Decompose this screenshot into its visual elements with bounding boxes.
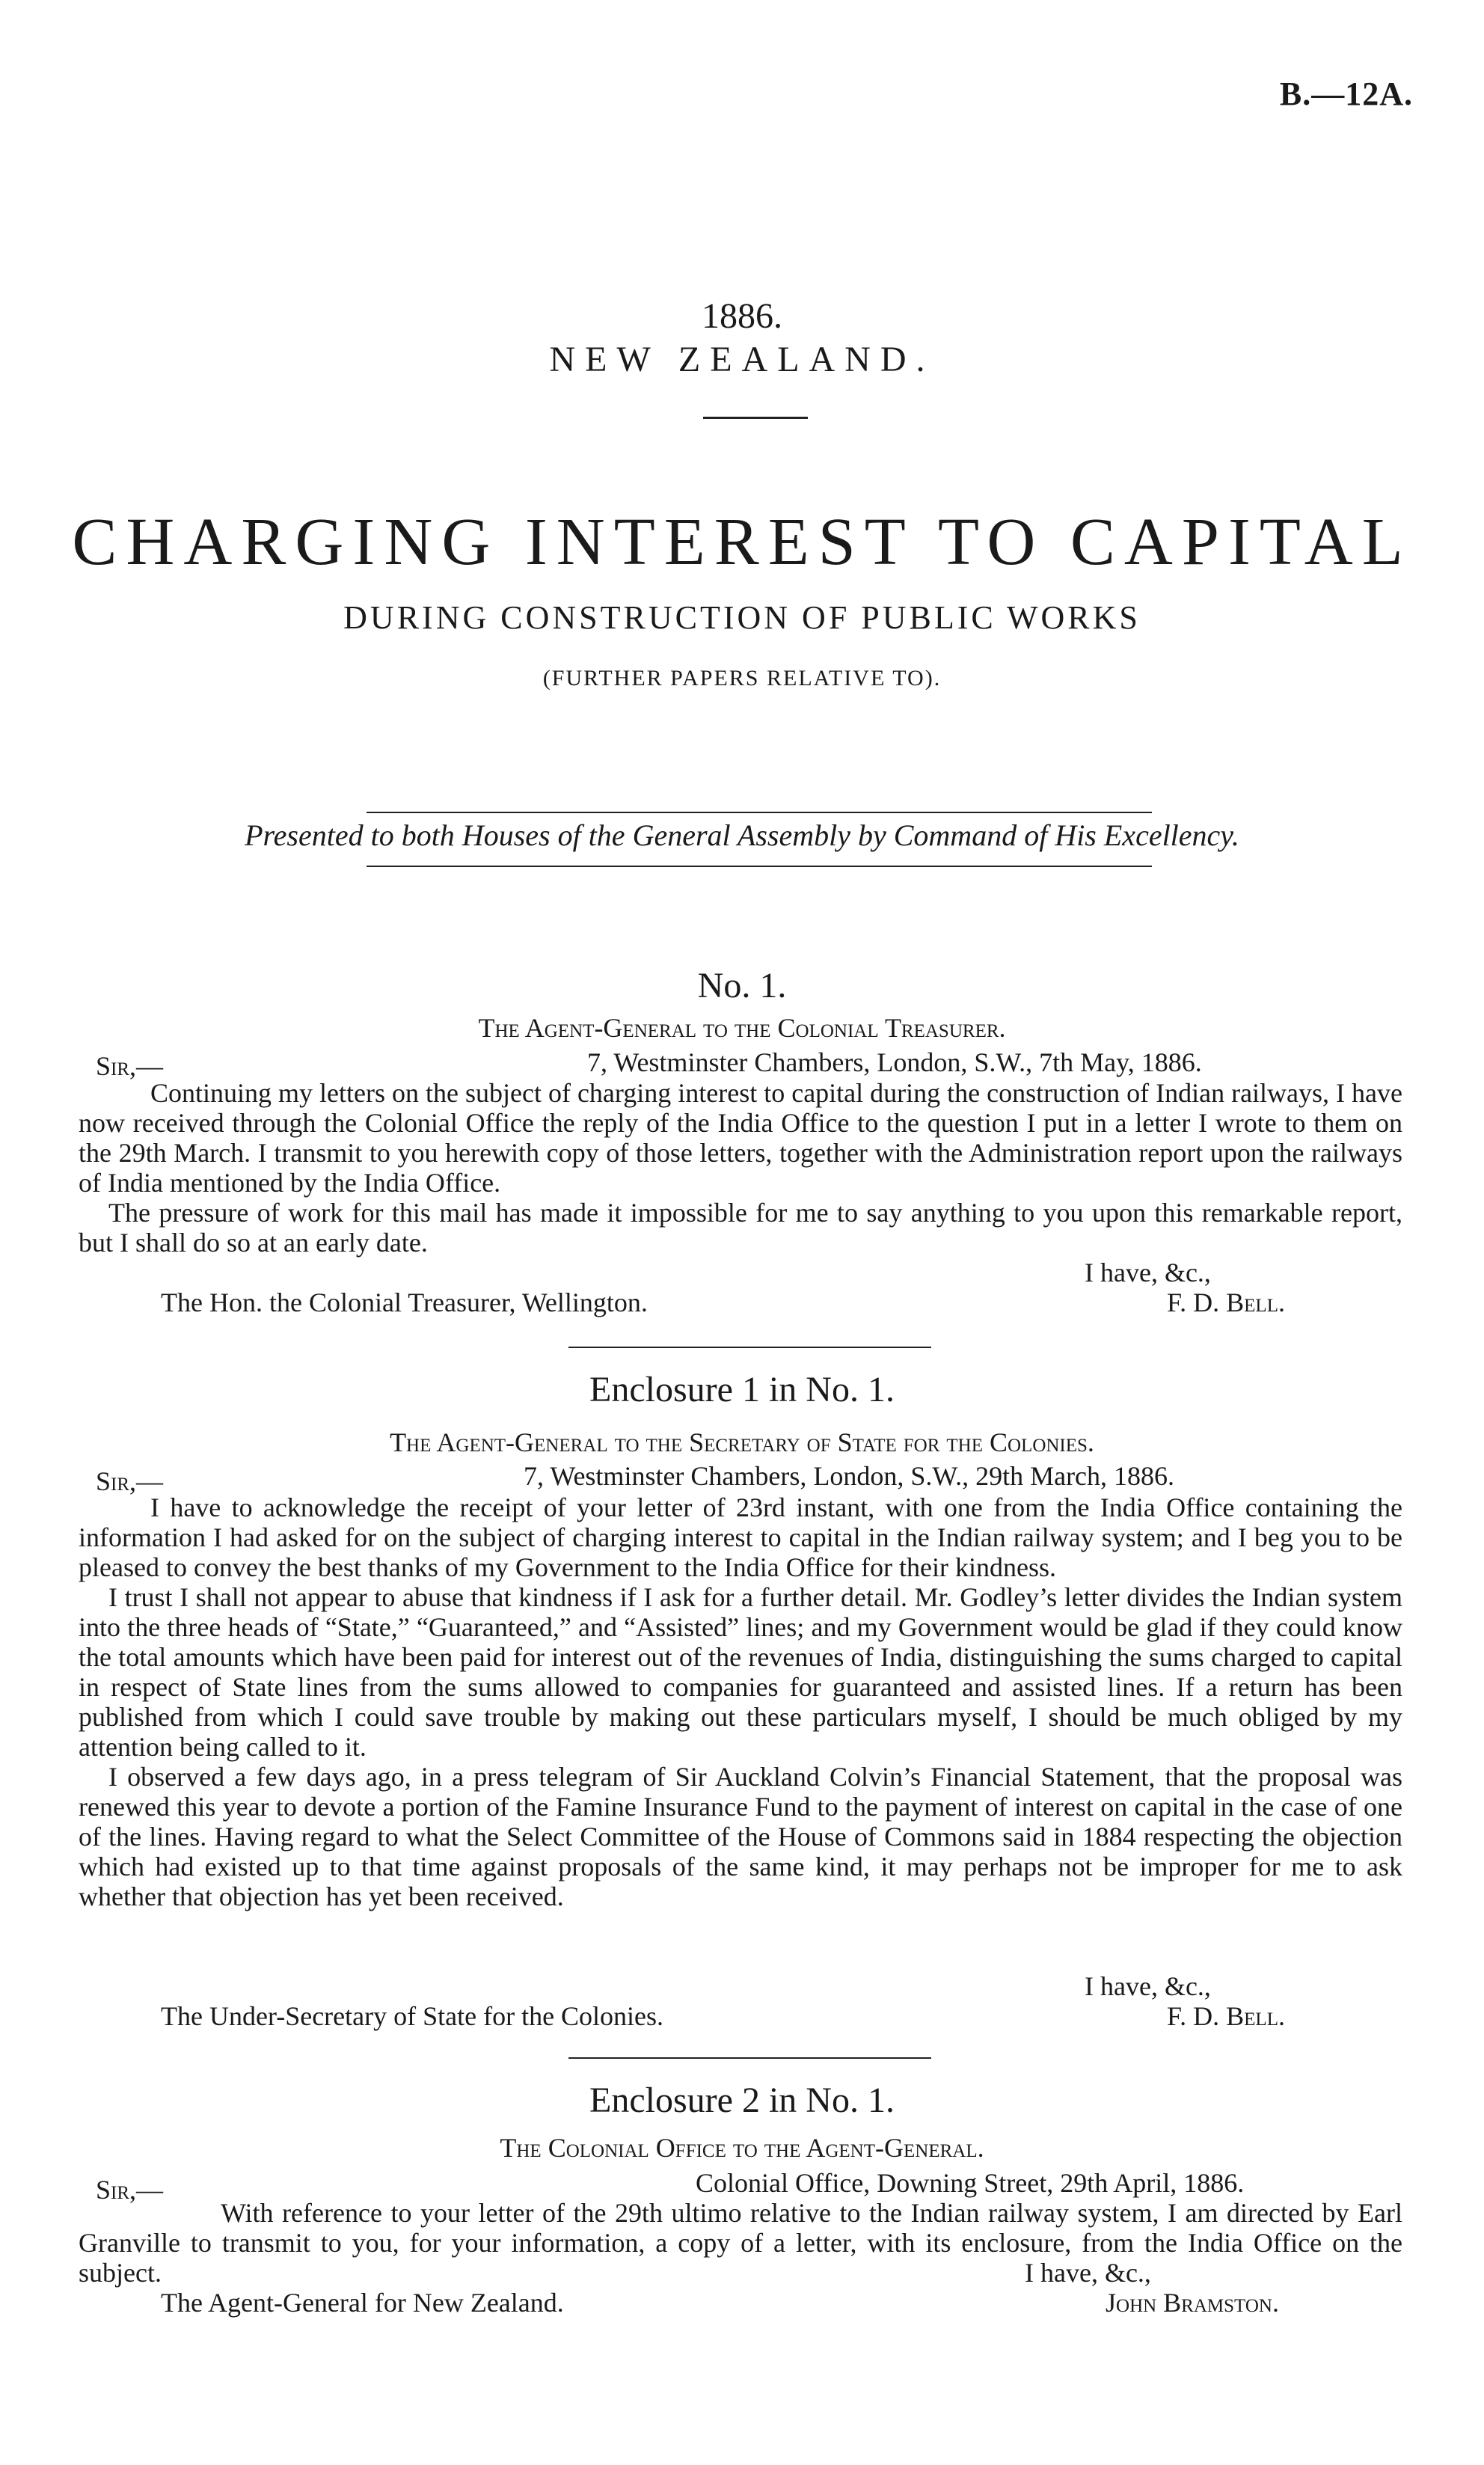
signature: John Bramston. xyxy=(1106,2288,1279,2318)
presented-rule-top xyxy=(367,812,1152,813)
section-divider xyxy=(568,2057,931,2059)
salutation: Sir,— xyxy=(96,1051,164,1081)
letter-body xyxy=(79,2198,1402,2288)
salutation: Sir,— xyxy=(96,1466,164,1496)
section-divider xyxy=(568,1347,931,1348)
paragraph: I observed a few days ago, in a press telegram of Sir Auckland Colvin’s Financial Statement, that the proposal was renewed this year to devote a portion of the Famine Insurance Fund to the payment of interest on capital in the case of one of the lines. Having regard to what the Select Committee of the House of Commons said in 1884 respecting the objection which had existed up to that time against proposals of the same kind, it may perhaps not be improper for me to ask whether that objection has yet been received. xyxy=(79,1762,1402,1911)
year: 1886. xyxy=(702,296,782,336)
letter-from-to: The Agent-General to the Secretary of State for the Colonies. xyxy=(390,1427,1094,1457)
letter-from-to: The Colonial Office to the Agent-General. xyxy=(500,2133,984,2163)
paragraph: The pressure of work for this mail has made it impossible for me to say anything to you upon this remarkable report, but I shall do so at an early date. xyxy=(79,1198,1402,1258)
letter-heading: No. 1. xyxy=(697,966,787,1005)
signature: F. D. Bell. xyxy=(1167,2001,1285,2031)
document-subtitle: DURING CONSTRUCTION OF PUBLIC WORKS xyxy=(343,599,1141,636)
presented-rule-bottom xyxy=(367,866,1152,867)
enclosure-heading: Enclosure 2 in No. 1. xyxy=(589,2080,895,2120)
closing: I have, &c., xyxy=(1025,2258,1151,2288)
closing: I have, &c., xyxy=(1085,1971,1211,2001)
signature: F. D. Bell. xyxy=(1167,1287,1285,1317)
letter-body xyxy=(79,1492,1402,1911)
document-subsubtitle: (FURTHER PAPERS RELATIVE TO). xyxy=(542,666,942,690)
addressee: The Hon. the Colonial Treasurer, Wellington. xyxy=(161,1287,648,1317)
letter-from-to: The Agent-General to the Colonial Treasurer. xyxy=(478,1013,1006,1043)
paragraph: Continuing my letters on the subject of charging interest to capital during the construction of Indian railways, I have now received through the Colonial Office the reply of the India Office to the question I put in a letter I wrote to them on the 29th March. I transmit to you herewith copy of those letters, together with the Administration report upon the railways of India mentioned by the India Office. xyxy=(79,1078,1402,1198)
letter-address: 7, Westminster Chambers, London, S.W., 7th May, 1886. xyxy=(587,1047,1202,1077)
addressee: The Agent-General for New Zealand. xyxy=(161,2288,564,2318)
paragraph: I trust I shall not appear to abuse that kindness if I ask for a further detail. Mr. Godley’s letter divides the Indian system into the three heads of “State,” “Guaranteed,” and “Assisted” lines; and my Government would be glad if they could know the total amounts which have been paid for interest out of the revenues of India, distinguishing the sums charged to capital in respect of State lines from the sums allowed to companies for guaranteed and assisted lines. If a return has been published from which I could save trouble by making out these particulars myself, I should be much obliged by my attention being called to it. xyxy=(79,1582,1402,1762)
document-title: CHARGING INTEREST TO CAPITAL xyxy=(72,505,1412,579)
paragraph: I have to acknowledge the receipt of your letter of 23rd instant, with one from the India Office containing the information I had asked for on the subject of charging interest to capital in the Indian railway system; and I beg you to be pleased to convey the best thanks of my Government to the India Office for their kindness. xyxy=(79,1492,1402,1582)
presented-statement: Presented to both Houses of the General Assembly by Command of His Excellency. xyxy=(245,818,1239,852)
paragraph: With reference to your letter of the 29th ultimo relative to the Indian railway system, I am directed by Earl Granville to transmit to you, for your information, a copy of a letter, with its enclosure, from the India Office on the subject. xyxy=(79,2198,1402,2288)
document-reference: B.—12A. xyxy=(1279,76,1413,112)
letter-address: 7, Westminster Chambers, London, S.W., 29th March, 1886. xyxy=(524,1461,1175,1491)
letter-address: Colonial Office, Downing Street, 29th April, 1886. xyxy=(696,2168,1245,2198)
letter-body xyxy=(79,1078,1402,1258)
country: NEW ZEALAND. xyxy=(549,340,935,379)
enclosure-heading: Enclosure 1 in No. 1. xyxy=(589,1370,895,1409)
addressee: The Under-Secretary of State for the Colonies. xyxy=(161,2001,664,2031)
salutation: Sir,— xyxy=(96,2175,164,2205)
closing: I have, &c., xyxy=(1085,1258,1211,1287)
header-rule xyxy=(703,417,808,419)
